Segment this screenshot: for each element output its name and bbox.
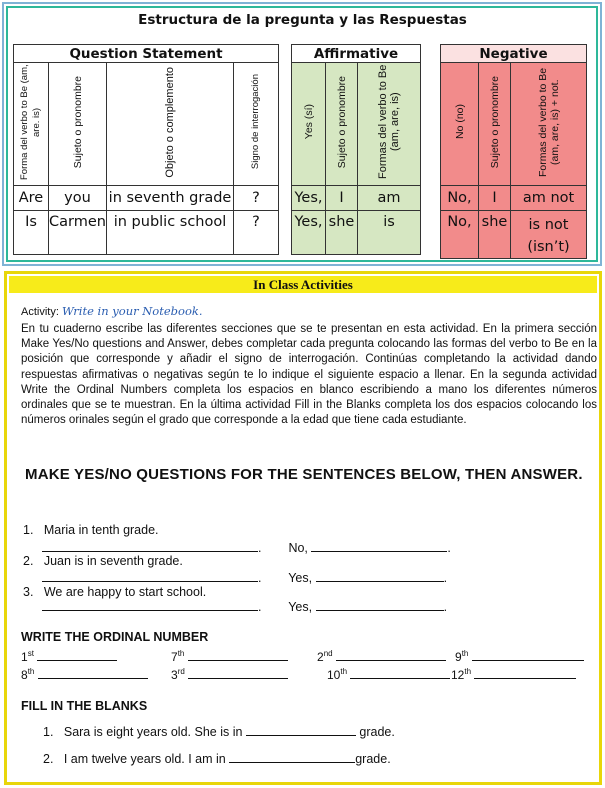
activity-line xyxy=(21,304,203,318)
question-1-blank[interactable] xyxy=(42,540,258,552)
row2-subject: Carmen xyxy=(49,211,107,255)
ordinal-title: WRITE THE ORDINAL NUMBER xyxy=(21,630,209,644)
col-subject-aff-label: Sujeto o pronombre xyxy=(335,75,348,169)
ordinal-1-blank[interactable] xyxy=(37,649,117,661)
activities-header: In Class Activities xyxy=(9,276,597,293)
question-1-text: Maria in tenth grade. xyxy=(43,523,159,537)
row2-no: No, xyxy=(441,211,479,259)
activity-title: Write in your Notebook. xyxy=(61,304,203,318)
question-3-num: 3. xyxy=(23,585,34,599)
row1-no: No, xyxy=(441,186,479,211)
fill-1: 1. Sara is eight years old. She is in grade. xyxy=(43,725,395,739)
negative-table xyxy=(440,44,587,259)
activities-panel xyxy=(4,271,602,785)
ordinal-5: 8th xyxy=(21,667,148,682)
instructions-paragraph: En tu cuaderno escribe las diferentes secciones que se te presentan en esta actividad. En la primera sección Make Yes/No questions and Answer, debes completar cada pregunta colocando las formas del verbo to Be en la posición que corresponde y añadir el signo de interrogación. Continúas completando la actividad dando respuestas afirmativas o negativas según te lo indique el siguiente espacio a llenar. En la segunda actividad Write the Ordinal Numbers completa los espacios en blanco escribiendo a mano los diferentes números ordinales que se te muestran. En la última actividad Fill in the Blanks completa los dos espacios colocando los números orinales según el grado que corresponde a la edad que tiene cada estudiante. xyxy=(21,323,597,427)
ordinal-8: 12th xyxy=(451,667,576,682)
ordinal-6: 3rd xyxy=(171,667,288,682)
question-2-answer-blank[interactable] xyxy=(316,570,444,582)
ordinal-8-blank[interactable] xyxy=(474,667,576,679)
row1-verb: Are xyxy=(14,186,49,211)
row1-neg-subject: I xyxy=(479,186,511,211)
ordinal-6-blank[interactable] xyxy=(188,667,288,679)
ordinal-4-blank[interactable] xyxy=(472,649,584,661)
row2-yes: Yes, xyxy=(292,211,326,255)
question-2-text: Juan is in seventh grade. xyxy=(43,554,183,568)
question-1-answer-blank[interactable] xyxy=(311,540,447,552)
col-verb-label: Forma del verbo to Be (am, are. is) xyxy=(19,64,42,180)
ordinal-3: 2nd xyxy=(317,649,446,664)
question-3-answer-line: . Yes, . xyxy=(42,599,447,614)
row2-neg-verb: is not (isn’t) xyxy=(511,211,587,259)
question-1-answer-line: . No, . xyxy=(42,540,451,555)
question-1-num: 1. xyxy=(23,523,34,537)
affirmative-table xyxy=(291,44,421,255)
question-2-answer: Yes, xyxy=(288,571,313,585)
col-verb-aff-label: Formas del verbo to Be (am, are, is) xyxy=(377,64,401,180)
ordinal-3-blank[interactable] xyxy=(336,649,446,661)
col-object-label: Objeto o complemento xyxy=(164,66,176,178)
ordinal-1: 1st xyxy=(21,649,117,664)
col-sign-label: Signo de interrogación xyxy=(250,74,261,170)
question-2-answer-line: . Yes, . xyxy=(42,570,447,585)
question-statement-header: Question Statement xyxy=(14,45,279,63)
col-subject-neg-label: Sujeto o pronombre xyxy=(488,75,501,169)
question-1 xyxy=(23,523,159,537)
question-3-answer: Yes, xyxy=(288,600,313,614)
row1-yes: Yes, xyxy=(292,186,326,211)
question-3-blank[interactable] xyxy=(42,599,258,611)
ordinal-2: 7th xyxy=(171,649,288,664)
question-2 xyxy=(23,554,183,568)
fill-2: 2. I am twelve years old. I am in grade. xyxy=(43,752,391,766)
ordinal-5-blank[interactable] xyxy=(38,667,148,679)
ordinal-7-blank[interactable] xyxy=(350,667,450,679)
question-3-text: We are happy to start school. xyxy=(43,585,207,599)
fill-title: FILL IN THE BLANKS xyxy=(21,699,148,713)
activity-label: Activity: xyxy=(21,306,59,318)
row2-aff-verb: is xyxy=(358,211,421,255)
row1-sign: ? xyxy=(234,186,279,211)
affirmative-header: Affirmative xyxy=(292,45,421,63)
negative-header: Negative xyxy=(441,45,587,63)
question-1-answer: No, xyxy=(288,541,308,555)
col-verb-neg-label: Formas del verbo to Be (am, are, is) + not. xyxy=(536,67,561,177)
row1-aff-verb: am xyxy=(358,186,421,211)
question-3-answer-blank[interactable] xyxy=(316,599,444,611)
fill-2-blank[interactable] xyxy=(229,751,355,763)
question-statement-table xyxy=(13,44,279,255)
row1-subject: you xyxy=(49,186,107,211)
row1-aff-subject: I xyxy=(326,186,358,211)
question-2-blank[interactable] xyxy=(42,570,258,582)
ordinal-2-blank[interactable] xyxy=(188,649,288,661)
row2-verb: Is xyxy=(14,211,49,255)
question-3 xyxy=(23,585,206,599)
ordinal-4: 9th xyxy=(455,649,584,664)
row2-sign: ? xyxy=(234,211,279,255)
row2-aff-subject: she xyxy=(326,211,358,255)
row2-object: in public school xyxy=(107,211,234,255)
ordinal-7: 10th xyxy=(327,667,450,682)
col-subject-label: Sujeto o pronombre xyxy=(71,75,84,169)
col-no-label: No (no) xyxy=(453,104,466,140)
row1-object: in seventh grade xyxy=(107,186,234,211)
question-2-num: 2. xyxy=(23,554,34,568)
structure-title: Estructura de la pregunta y las Respuestas xyxy=(138,12,467,28)
row2-neg-subject: she xyxy=(479,211,511,259)
fill-1-blank[interactable] xyxy=(246,724,356,736)
row1-neg-verb: am not xyxy=(511,186,587,211)
make-questions-title: MAKE YES/NO QUESTIONS FOR THE SENTENCES BELOW, THEN ANSWER. xyxy=(25,466,583,483)
col-yes-label: Yes (sí) xyxy=(302,104,315,140)
